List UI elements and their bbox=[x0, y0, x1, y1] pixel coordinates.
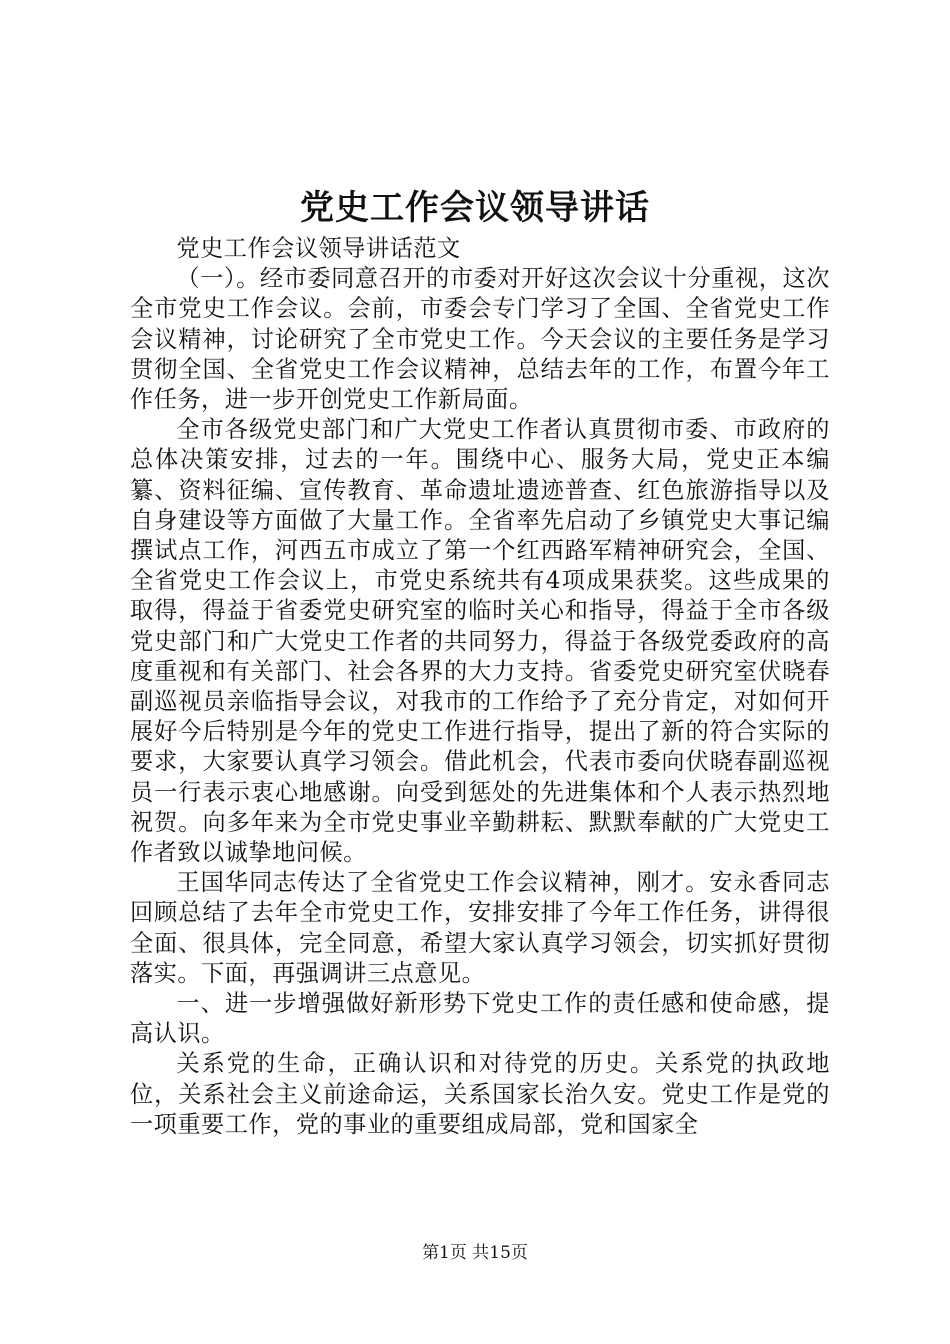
body-paragraph: （一）。经市委同意召开的市委对开好这次会议十分重视，这次全市党史工作会议。会前，市委会专门学习了全国、全省党史工作会议精神，讨论研究了全市党史工作。今天会议的主要任务是学习贯彻全国、全省党史工作会议精神，总结去年的工作，布置今年工作任务，进一步开创党史工作新局面。 bbox=[130, 265, 830, 414]
body-paragraph: 王国华同志传达了全省党史工作会议精神，刚才。安永香同志回顾总结了去年全市党史工作，安排安排了今年工作任务，讲得很全面、很具体，完全同意，希望大家认真学习领会，切实抓好贯彻落实。下面，再强调讲三点意见。 bbox=[130, 869, 830, 987]
document-body bbox=[130, 234, 830, 1140]
document-title: 党史工作会议领导讲话 bbox=[300, 188, 650, 228]
body-paragraph-subtitle: 党史工作会议领导讲话范文 bbox=[176, 235, 461, 262]
body-paragraph: 全市各级党史部门和广大党史工作者认真贯彻市委、市政府的总体决策安排，过去的一年。围绕中心、服务大局，党史正本编纂、资料征编、宣传教育、革命遗址遗迹普查、红色旅游指导以及自身建设等方面做了大量工作。全省率先启动了乡镇党史大事记编撰试点工作，河西五市成立了第一个红西路军精神研究会，全国、全省党史工作会议上，市党史系统共有4项成果获奖。这些成果的取得，得益于省委党史研究室的临时关心和指导，得益于全市各级党史部门和广大党史工作者的共同努力，得益于各级党委政府的高度重视和有关部门、社会各界的大力支持。省委党史研究室伏晓春副巡视员亲临指导会议，对我市的工作给予了充分肯定，对如何开展好今后特别是今年的党史工作进行指导，提出了新的符合实际的要求，大家要认真学习领会。借此机会，代表市委向伏晓春副巡视员一行表示衷心地感谢。向受到惩处的先进集体和个人表示热烈地祝贺。向多年来为全市党史事业辛勤耕耘、默默奉献的广大党史工作者致以诚挚地问候。 bbox=[130, 416, 830, 867]
body-paragraph: 关系党的生命，正确认识和对待党的历史。关系党的执政地位，关系社会主义前途命运，关系国家长治久安。党史工作是党的一项重要工作，党的事业的重要组成局部，党和国家全 bbox=[130, 1050, 830, 1138]
section-heading: 一、进一步增强做好新形势下党史工作的责任感和使命感，提高认识。 bbox=[130, 990, 830, 1048]
page-number-footer: 第1页 共15页 bbox=[422, 1243, 528, 1263]
